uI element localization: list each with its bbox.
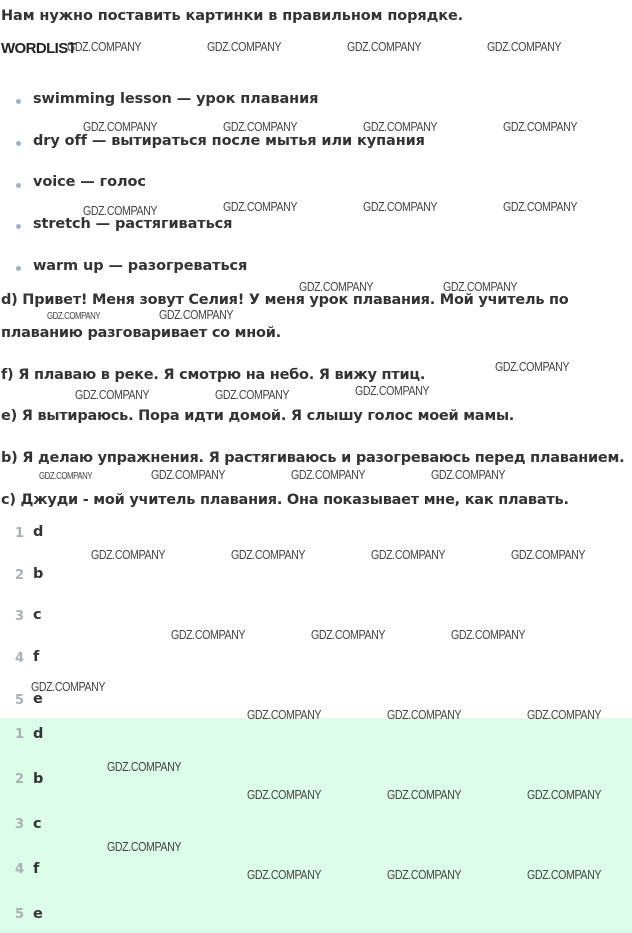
order-letter: f	[33, 649, 40, 665]
story-paragraph-e: e) Я вытираюсь. Пора идти домой. Я слышу голос моей мамы.	[1, 408, 515, 424]
watermark: GDZ.COMPANY	[495, 359, 570, 374]
watermark: GDZ.COMPANY	[207, 39, 282, 54]
wordlist-item: voice — голос	[33, 174, 146, 190]
watermark: GDZ.COMPANY	[159, 307, 234, 322]
story-paragraph-c: c) Джуди - мой учитель плавания. Она показывает мне, как плавать.	[1, 492, 569, 508]
watermark: GDZ.COMPANY	[431, 467, 506, 482]
wordlist-bullet	[16, 224, 21, 229]
watermark: GDZ.COMPANY	[487, 39, 562, 54]
order-number: 2	[15, 568, 25, 583]
watermark: GDZ.COMPANY	[387, 867, 462, 882]
watermark: GDZ.COMPANY	[223, 119, 298, 134]
watermark: GDZ.COMPANY	[387, 787, 462, 802]
watermark: GDZ.COMPANY	[511, 547, 586, 562]
wordlist-item: warm up — разогреваться	[33, 258, 248, 274]
order-letter: c	[33, 607, 42, 623]
answer-number: 5	[15, 907, 25, 922]
watermark: GDZ.COMPANY	[107, 839, 182, 854]
watermark: GDZ.COMPANY	[299, 279, 374, 294]
order-letter: b	[33, 566, 44, 582]
order-number: 4	[15, 651, 25, 666]
watermark: GDZ.COMPANY	[527, 787, 602, 802]
wordlist-title: WORDLIST	[1, 40, 77, 57]
watermark: GDZ.COMPANY	[31, 679, 106, 694]
watermark: GDZ.COMPANY	[39, 471, 93, 482]
watermark: GDZ.COMPANY	[75, 387, 150, 402]
watermark: GDZ.COMPANY	[443, 279, 518, 294]
story-paragraph-f: f) Я плаваю в реке. Я смотрю на небо. Я вижу птиц.	[1, 367, 426, 383]
task-intro: Нам нужно поставить картинки в правильном порядке.	[1, 8, 464, 24]
watermark: GDZ.COMPANY	[451, 627, 526, 642]
order-letter: d	[33, 524, 44, 540]
answer-letter: f	[33, 861, 40, 877]
order-number: 1	[15, 526, 25, 541]
watermark: GDZ.COMPANY	[355, 383, 430, 398]
watermark: GDZ.COMPANY	[83, 119, 158, 134]
answer-number: 3	[15, 817, 25, 832]
answer-number: 1	[15, 727, 25, 742]
wordlist-bullet	[16, 141, 21, 146]
watermark: GDZ.COMPANY	[247, 787, 322, 802]
watermark: GDZ.COMPANY	[291, 467, 366, 482]
wordlist-bullet	[16, 183, 21, 188]
watermark: GDZ.COMPANY	[347, 39, 422, 54]
answer-letter: b	[33, 771, 44, 787]
watermark: GDZ.COMPANY	[151, 467, 226, 482]
watermark: GDZ.COMPANY	[247, 867, 322, 882]
watermark: GDZ.COMPANY	[107, 759, 182, 774]
watermark: GDZ.COMPANY	[171, 627, 246, 642]
watermark: GDZ.COMPANY	[363, 119, 438, 134]
watermark: GDZ.COMPANY	[231, 547, 306, 562]
watermark: GDZ.COMPANY	[503, 199, 578, 214]
watermark: GDZ.COMPANY	[83, 203, 158, 218]
wordlist-bullet	[16, 99, 21, 104]
watermark: GDZ.COMPANY	[527, 867, 602, 882]
answer-letter: d	[33, 726, 44, 742]
watermark: GDZ.COMPANY	[91, 547, 166, 562]
wordlist-item: stretch — растягиваться	[33, 216, 233, 232]
watermark: GDZ.COMPANY	[371, 547, 446, 562]
watermark: GDZ.COMPANY	[363, 199, 438, 214]
watermark: GDZ.COMPANY	[311, 627, 386, 642]
answer-number: 2	[15, 772, 25, 787]
watermark: GDZ.COMPANY	[215, 387, 290, 402]
watermark: GDZ.COMPANY	[247, 707, 322, 722]
order-letter: e	[33, 691, 43, 707]
order-number: 5	[15, 693, 25, 708]
answer-letter: e	[33, 906, 43, 922]
answer-letter: c	[33, 816, 42, 832]
wordlist-item: dry off — вытираться после мытья или купания	[33, 133, 425, 149]
order-number: 3	[15, 609, 25, 624]
watermark: GDZ.COMPANY	[387, 707, 462, 722]
answer-block	[0, 718, 632, 933]
story-paragraph-b: b) Я делаю упражнения. Я растягиваюсь и разогреваюсь перед плаванием.	[1, 450, 625, 466]
wordlist-bullet	[16, 266, 21, 271]
story-paragraph-d: d) Привет! Меня зовут Селия! У меня урок плавания. Мой учитель по плаванию разговаривает со мной.	[1, 292, 569, 341]
watermark: GDZ.COMPANY	[47, 311, 101, 322]
watermark: GDZ.COMPANY	[527, 707, 602, 722]
wordlist-item: swimming lesson — урок плавания	[33, 91, 319, 107]
watermark: GDZ.COMPANY	[67, 39, 142, 54]
watermark: GDZ.COMPANY	[223, 199, 298, 214]
answer-number: 4	[15, 862, 25, 877]
watermark: GDZ.COMPANY	[503, 119, 578, 134]
